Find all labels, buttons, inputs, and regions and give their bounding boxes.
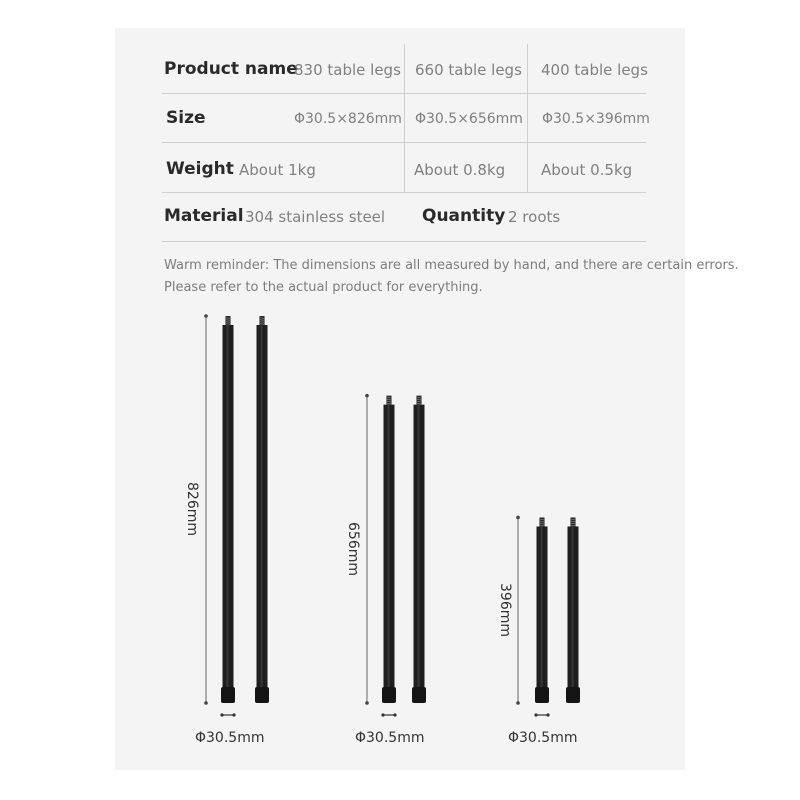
size-label: Size (166, 108, 206, 128)
height-dimension-label: 656mm (345, 522, 361, 576)
quantity-label: Quantity (422, 206, 506, 226)
leg-foot-pad (255, 687, 269, 703)
product-name-value: 660 table legs (415, 61, 522, 79)
diameter-label: Φ30.5mm (355, 730, 425, 746)
leg-highlight (227, 325, 229, 687)
leg-highlight (261, 325, 263, 687)
leg-highlight (541, 526, 543, 687)
leg-highlight (388, 405, 390, 687)
height-dimension-label: 396mm (497, 583, 513, 637)
height-dimension-label: 826mm (184, 482, 200, 536)
dimension-end-dot (534, 713, 537, 716)
leg-foot-pad (221, 687, 235, 703)
dimension-end-dot (393, 713, 396, 716)
leg-highlight (418, 405, 420, 687)
leg-foot-pad (412, 687, 426, 703)
size-value: Φ30.5×656mm (415, 111, 523, 127)
reminder-line-2: Please refer to the actual product for everything. (164, 280, 483, 295)
size-value: Φ30.5×396mm (542, 111, 650, 127)
dimension-end-dot (365, 394, 369, 398)
size-value: Φ30.5×826mm (294, 111, 402, 127)
leg-foot-pad (535, 687, 549, 703)
material-label: Material (164, 206, 244, 226)
dimension-end-dot (204, 314, 208, 318)
dimension-end-dot (232, 713, 235, 716)
weight-label: Weight (166, 159, 234, 179)
weight-value: About 0.8kg (414, 161, 506, 179)
dimension-end-dot (546, 713, 549, 716)
leg-foot-pad (382, 687, 396, 703)
diameter-label: Φ30.5mm (508, 730, 578, 746)
dimension-end-dot (381, 713, 384, 716)
product-name-label: Product name (164, 59, 298, 79)
dimension-end-dot (220, 713, 223, 716)
leg-foot-pad (566, 687, 580, 703)
product-name-value: 830 table legs (294, 61, 401, 79)
dimension-end-dot (204, 701, 208, 705)
dimension-end-dot (365, 701, 369, 705)
leg-highlight (572, 526, 574, 687)
reminder-line-1: Warm reminder: The dimensions are all measured by hand, and there are certain errors. (164, 258, 739, 273)
quantity-value: 2 roots (508, 208, 561, 226)
product-name-value: 400 table legs (541, 61, 648, 79)
weight-value: About 1kg (239, 161, 316, 179)
weight-value: About 0.5kg (541, 161, 633, 179)
dimension-end-dot (516, 516, 520, 520)
dimension-end-dot (516, 701, 520, 705)
material-value: 304 stainless steel (245, 208, 386, 226)
diameter-label: Φ30.5mm (195, 730, 265, 746)
